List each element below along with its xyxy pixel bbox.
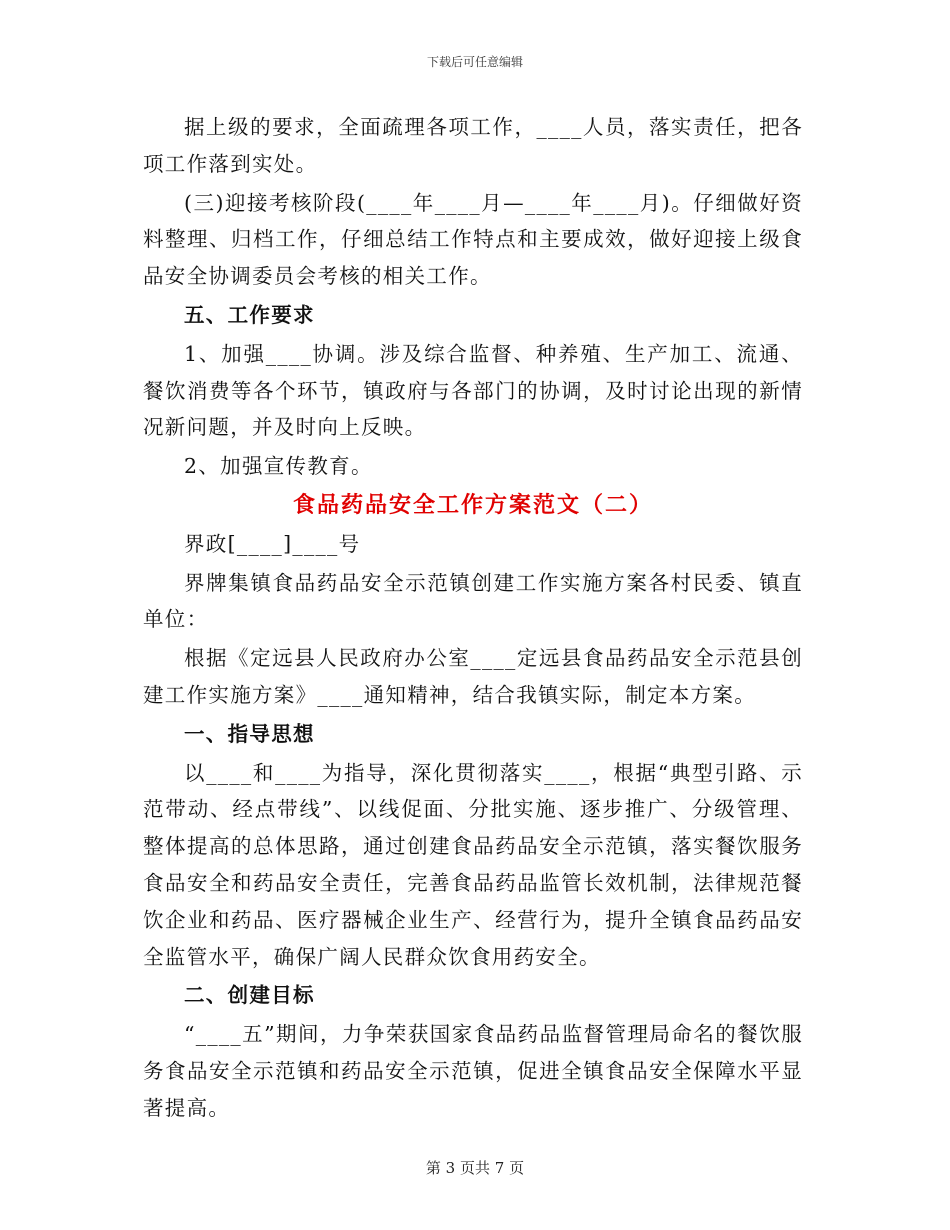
paragraph-goals: “____五”期间，力争荣获国家食品药品监督管理局命名的餐饮服务食品安全示范镇和药品安全示范镇，促进全镇食品安全保障水平显著提高。 [143, 1022, 803, 1120]
paragraph-basis: 根据《定远县人民政府办公室____定远县食品药品安全示范县创建工作实施方案》____通知精神，结合我镇实际，制定本方案。 [143, 646, 803, 707]
document-number: 界政[____]____号 [184, 531, 361, 556]
document-body [143, 109, 803, 1127]
document-title: 食品药品安全工作方案范文（二） [292, 491, 653, 518]
paragraph-coordination: 1、加强____协调。涉及综合监督、种养殖、生产加工、流通、餐饮消费等各个环节，镇政府与各部门的协调，及时讨论出现的新情况新问题，并及时向上反映。 [143, 341, 803, 440]
section-heading-work-requirements: 五、工作要求 [184, 302, 315, 327]
paragraph-staffing: 据上级的要求，全面疏理各项工作，____人员，落实责任，把各项工作落到实处。 [143, 115, 803, 176]
paragraph-guiding-ideology: 以____和____为指导，深化贯彻落实____，根据“典型引路、示范带动、经点带线”、以线促面、分批实施、逐步推广、分级管理、整体提高的总体思路，通过创建食品药品安全示范镇，落实餐饮服务食品安全和药品安全责任，完善食品药品监管长效机制，法律规范餐饮企业和药品、医疗器械企业生产、经营行为，提升全镇食品药品安全监管水平，确保广阔人民群众饮食用药安全。 [143, 760, 803, 969]
paragraph-assessment-stage: (三)迎接考核阶段(____年____月—____年____月)。仔细做好资料整理、归档工作，仔细总结工作特点和主要成效，做好迎接上级食品安全协调委员会考核的相关工作。 [143, 190, 803, 289]
paragraph-publicity: 2、加强宣传教育。 [184, 454, 373, 479]
paragraph-addressee: 界牌集镇食品药品安全示范镇创建工作实施方案各村民委、镇直单位： [143, 570, 803, 632]
section-heading-goals: 二、创建目标 [184, 983, 315, 1008]
page-footer: 第 3 页共 7 页 [425, 1159, 525, 1177]
page-header: 下载后可任意编辑 [426, 55, 523, 69]
section-heading-guiding-ideology: 一、指导思想 [184, 721, 315, 746]
